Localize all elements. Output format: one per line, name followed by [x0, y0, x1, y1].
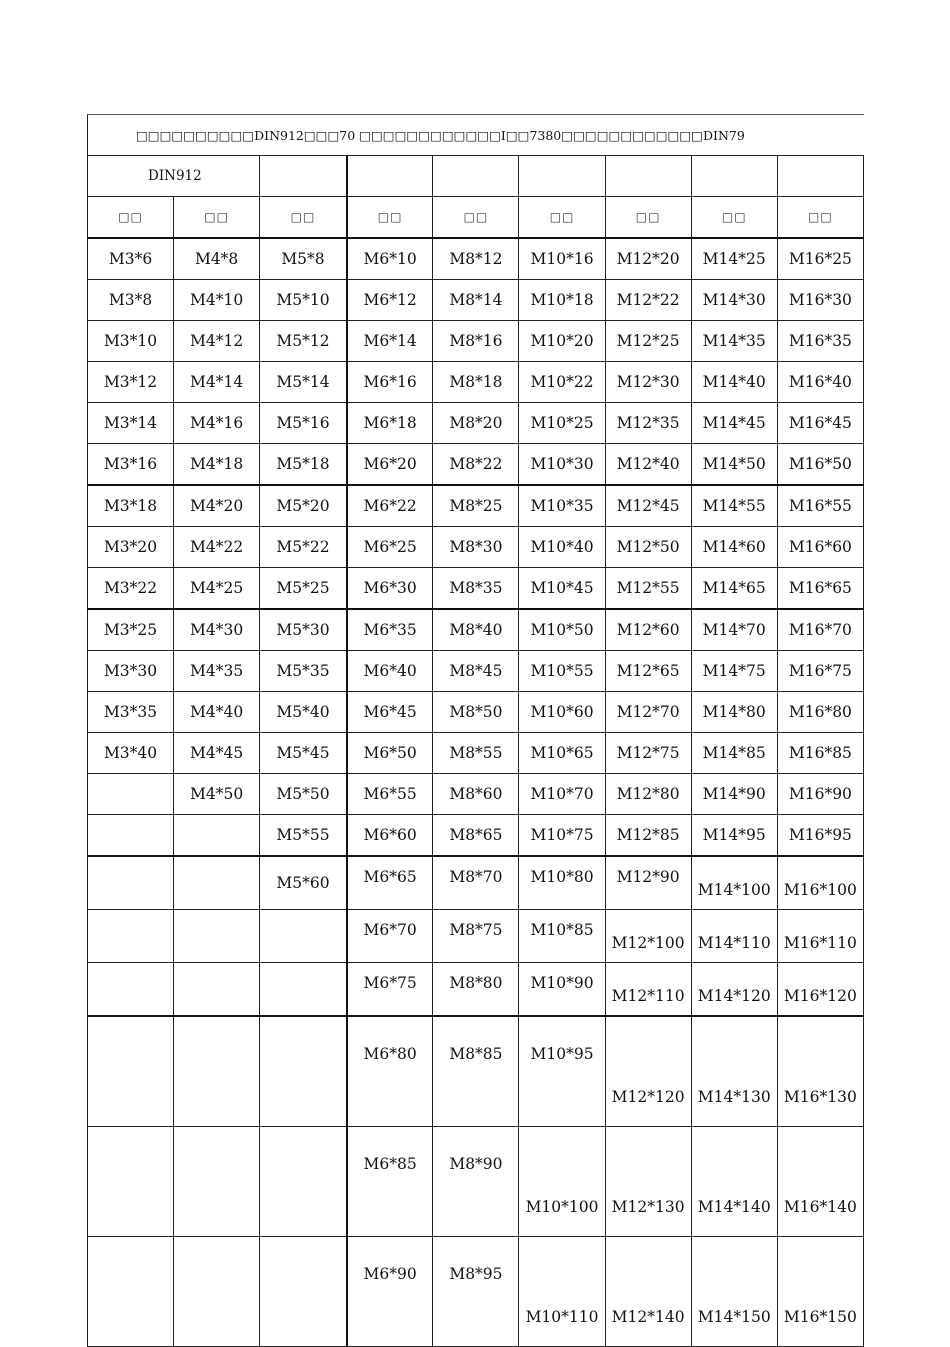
size-cell: M16*50 [777, 444, 863, 486]
size-cell: M4*50 [174, 774, 260, 815]
size-cell: M12*80 [605, 774, 691, 815]
table-row [88, 485, 864, 527]
size-cell: M3*35 [88, 692, 174, 733]
size-cell: M14*65 [691, 568, 777, 610]
size-cell: M16*130 [777, 1016, 863, 1127]
size-cell: M14*35 [691, 321, 777, 362]
size-cell: M12*85 [605, 815, 691, 857]
size-cell: M10*50 [519, 609, 605, 651]
column-header: □□ [777, 197, 863, 239]
size-cell: M5*18 [260, 444, 347, 486]
size-cell: M12*100 [605, 910, 691, 963]
bolt-size-table [87, 114, 864, 1347]
size-cell: M5*20 [260, 485, 347, 527]
spreadsheet [87, 114, 864, 1347]
size-cell: M12*55 [605, 568, 691, 610]
size-cell: M12*65 [605, 651, 691, 692]
size-cell: M4*45 [174, 733, 260, 774]
size-cell: M14*75 [691, 651, 777, 692]
table-row [88, 362, 864, 403]
size-cell: M4*14 [174, 362, 260, 403]
empty-cell [174, 1127, 260, 1237]
size-cell: M12*30 [605, 362, 691, 403]
size-cell: M12*110 [605, 963, 691, 1017]
size-cell: M4*40 [174, 692, 260, 733]
size-cell: M8*90 [433, 1127, 519, 1237]
size-cell: M8*20 [433, 403, 519, 444]
size-cell: M16*85 [777, 733, 863, 774]
size-cell: M10*85 [519, 910, 605, 963]
size-cell: M12*25 [605, 321, 691, 362]
column-header: □□ [174, 197, 260, 239]
size-cell: M14*120 [691, 963, 777, 1017]
empty-cell [174, 963, 260, 1017]
size-cell: M16*55 [777, 485, 863, 527]
size-cell: M6*25 [347, 527, 433, 568]
size-cell: M8*25 [433, 485, 519, 527]
empty-cell [88, 815, 174, 857]
size-cell: M8*22 [433, 444, 519, 486]
empty-cell [174, 910, 260, 963]
size-cell: M12*90 [605, 856, 691, 910]
size-cell: M3*6 [88, 238, 174, 280]
size-cell: M4*22 [174, 527, 260, 568]
size-cell: M8*75 [433, 910, 519, 963]
size-cell: M10*80 [519, 856, 605, 910]
size-cell: M10*110 [519, 1237, 605, 1347]
size-cell: M4*35 [174, 651, 260, 692]
size-cell: M14*85 [691, 733, 777, 774]
size-cell: M5*14 [260, 362, 347, 403]
table-row [88, 1016, 864, 1127]
empty-cell [88, 1237, 174, 1347]
size-cell: M12*70 [605, 692, 691, 733]
size-cell: M6*85 [347, 1127, 433, 1237]
size-cell: M16*25 [777, 238, 863, 280]
column-header: □□ [605, 197, 691, 239]
empty-cell [88, 1127, 174, 1237]
size-cell: M14*30 [691, 280, 777, 321]
size-cell: M6*45 [347, 692, 433, 733]
empty-cell [260, 1237, 347, 1347]
column-header-row [88, 197, 864, 239]
table-row [88, 692, 864, 733]
column-header: □□ [433, 197, 519, 239]
column-header: □□ [691, 197, 777, 239]
size-cell: M5*30 [260, 609, 347, 651]
size-cell: M3*22 [88, 568, 174, 610]
size-cell: M10*90 [519, 963, 605, 1017]
table-row [88, 568, 864, 610]
column-header: □□ [519, 197, 605, 239]
size-cell: M3*40 [88, 733, 174, 774]
size-cell: M8*85 [433, 1016, 519, 1127]
size-cell: M6*20 [347, 444, 433, 486]
size-cell: M12*130 [605, 1127, 691, 1237]
size-cell: M5*55 [260, 815, 347, 857]
size-cell: M5*25 [260, 568, 347, 610]
size-cell: M12*22 [605, 280, 691, 321]
size-cell: M14*25 [691, 238, 777, 280]
table-row [88, 1127, 864, 1237]
size-cell: M14*95 [691, 815, 777, 857]
size-cell: M10*20 [519, 321, 605, 362]
size-cell: M5*50 [260, 774, 347, 815]
table-row [88, 609, 864, 651]
size-cell: M6*35 [347, 609, 433, 651]
size-cell: M3*16 [88, 444, 174, 486]
size-cell: M8*45 [433, 651, 519, 692]
size-cell: M14*55 [691, 485, 777, 527]
size-cell: M8*55 [433, 733, 519, 774]
size-cell: M16*150 [777, 1237, 863, 1347]
size-cell: M12*45 [605, 485, 691, 527]
size-cell: M16*110 [777, 910, 863, 963]
size-cell: M16*45 [777, 403, 863, 444]
size-cell: M4*12 [174, 321, 260, 362]
size-cell: M3*12 [88, 362, 174, 403]
size-cell: M6*90 [347, 1237, 433, 1347]
size-cell: M14*90 [691, 774, 777, 815]
size-cell: M10*25 [519, 403, 605, 444]
empty-cell [519, 156, 605, 197]
empty-cell [88, 910, 174, 963]
size-cell: M6*55 [347, 774, 433, 815]
size-cell: M4*20 [174, 485, 260, 527]
subheader-label: DIN912 [88, 156, 260, 197]
empty-cell [174, 1016, 260, 1127]
table-row [88, 321, 864, 362]
size-cell: M12*50 [605, 527, 691, 568]
size-cell: M6*75 [347, 963, 433, 1017]
size-cell: M3*14 [88, 403, 174, 444]
empty-cell [260, 910, 347, 963]
empty-cell [691, 156, 777, 197]
size-cell: M16*100 [777, 856, 863, 910]
size-cell: M16*120 [777, 963, 863, 1017]
size-cell: M8*30 [433, 527, 519, 568]
size-cell: M5*40 [260, 692, 347, 733]
size-cell: M14*60 [691, 527, 777, 568]
size-cell: M5*16 [260, 403, 347, 444]
size-cell: M16*70 [777, 609, 863, 651]
size-cell: M12*120 [605, 1016, 691, 1127]
table-row [88, 651, 864, 692]
size-cell: M14*150 [691, 1237, 777, 1347]
size-cell: M4*30 [174, 609, 260, 651]
size-cell: M8*50 [433, 692, 519, 733]
size-cell: M8*60 [433, 774, 519, 815]
empty-cell [174, 856, 260, 910]
size-cell: M16*75 [777, 651, 863, 692]
size-cell: M4*18 [174, 444, 260, 486]
size-cell: M8*40 [433, 609, 519, 651]
size-cell: M10*30 [519, 444, 605, 486]
size-cell: M14*80 [691, 692, 777, 733]
empty-cell [777, 156, 863, 197]
size-cell: M6*30 [347, 568, 433, 610]
size-cell: M14*110 [691, 910, 777, 963]
size-cell: M10*60 [519, 692, 605, 733]
size-cell: M8*12 [433, 238, 519, 280]
table-row [88, 238, 864, 280]
size-cell: M14*100 [691, 856, 777, 910]
size-cell: M12*20 [605, 238, 691, 280]
empty-cell [605, 156, 691, 197]
size-cell: M5*12 [260, 321, 347, 362]
table-row [88, 527, 864, 568]
size-cell: M12*75 [605, 733, 691, 774]
column-header: □□ [347, 197, 433, 239]
size-cell: M8*16 [433, 321, 519, 362]
size-cell: M16*80 [777, 692, 863, 733]
empty-cell [88, 963, 174, 1017]
size-cell: M6*16 [347, 362, 433, 403]
size-cell: M10*100 [519, 1127, 605, 1237]
size-cell: M3*30 [88, 651, 174, 692]
size-cell: M6*60 [347, 815, 433, 857]
size-cell: M16*65 [777, 568, 863, 610]
size-cell: M12*40 [605, 444, 691, 486]
size-cell: M14*40 [691, 362, 777, 403]
size-cell: M10*70 [519, 774, 605, 815]
size-cell: M10*16 [519, 238, 605, 280]
size-cell: M10*95 [519, 1016, 605, 1127]
size-cell: M14*70 [691, 609, 777, 651]
table-row [88, 733, 864, 774]
size-cell: M10*45 [519, 568, 605, 610]
table-row [88, 280, 864, 321]
size-cell: M3*20 [88, 527, 174, 568]
size-cell: M8*80 [433, 963, 519, 1017]
table-row [88, 774, 864, 815]
size-cell: M16*140 [777, 1127, 863, 1237]
sheet-title: □□□□□□□□□□DIN912□□□70 □□□□□□□□□□□□I□□7380□□□□□□□□□□□□DIN79 [88, 115, 864, 156]
size-cell: M8*35 [433, 568, 519, 610]
size-cell: M10*55 [519, 651, 605, 692]
size-cell: M16*35 [777, 321, 863, 362]
size-cell: M8*65 [433, 815, 519, 857]
size-cell: M4*10 [174, 280, 260, 321]
size-cell: M5*10 [260, 280, 347, 321]
size-cell: M10*65 [519, 733, 605, 774]
size-cell: M12*140 [605, 1237, 691, 1347]
size-cell: M10*75 [519, 815, 605, 857]
size-cell: M10*40 [519, 527, 605, 568]
size-cell: M12*60 [605, 609, 691, 651]
empty-cell [260, 963, 347, 1017]
size-cell: M14*45 [691, 403, 777, 444]
table-row [88, 815, 864, 857]
table-row [88, 856, 864, 910]
size-cell: M16*60 [777, 527, 863, 568]
size-cell: M3*10 [88, 321, 174, 362]
empty-cell [433, 156, 519, 197]
column-header: □□ [88, 197, 174, 239]
size-cell: M5*8 [260, 238, 347, 280]
size-cell: M4*16 [174, 403, 260, 444]
subheader-row [88, 156, 864, 197]
size-cell: M5*60 [260, 856, 347, 910]
empty-cell [88, 856, 174, 910]
size-cell: M6*22 [347, 485, 433, 527]
size-cell: M10*18 [519, 280, 605, 321]
size-cell: M6*14 [347, 321, 433, 362]
size-cell: M6*70 [347, 910, 433, 963]
empty-cell [174, 815, 260, 857]
size-cell: M8*14 [433, 280, 519, 321]
size-cell: M14*130 [691, 1016, 777, 1127]
size-cell: M6*65 [347, 856, 433, 910]
empty-cell [347, 156, 433, 197]
size-cell: M8*70 [433, 856, 519, 910]
table-row [88, 1237, 864, 1347]
empty-cell [260, 1016, 347, 1127]
size-cell: M4*25 [174, 568, 260, 610]
table-row [88, 444, 864, 486]
size-cell: M16*90 [777, 774, 863, 815]
size-cell: M16*40 [777, 362, 863, 403]
size-cell: M5*45 [260, 733, 347, 774]
size-cell: M14*140 [691, 1127, 777, 1237]
size-cell: M8*18 [433, 362, 519, 403]
empty-cell [174, 1237, 260, 1347]
size-cell: M8*95 [433, 1237, 519, 1347]
size-cell: M12*35 [605, 403, 691, 444]
table-row [88, 963, 864, 1017]
title-row [88, 115, 864, 156]
table-row [88, 910, 864, 963]
size-cell: M10*35 [519, 485, 605, 527]
size-cell: M6*18 [347, 403, 433, 444]
size-cell: M6*40 [347, 651, 433, 692]
size-cell: M3*8 [88, 280, 174, 321]
column-header: □□ [260, 197, 347, 239]
empty-cell [260, 156, 347, 197]
table-row [88, 403, 864, 444]
size-cell: M10*22 [519, 362, 605, 403]
size-cell: M3*25 [88, 609, 174, 651]
size-cell: M4*8 [174, 238, 260, 280]
empty-cell [88, 774, 174, 815]
size-cell: M6*80 [347, 1016, 433, 1127]
size-cell: M6*12 [347, 280, 433, 321]
size-cell: M6*10 [347, 238, 433, 280]
size-cell: M16*95 [777, 815, 863, 857]
size-cell: M5*22 [260, 527, 347, 568]
size-cell: M3*18 [88, 485, 174, 527]
empty-cell [260, 1127, 347, 1237]
size-cell: M14*50 [691, 444, 777, 486]
size-cell: M16*30 [777, 280, 863, 321]
size-cell: M5*35 [260, 651, 347, 692]
empty-cell [88, 1016, 174, 1127]
size-cell: M6*50 [347, 733, 433, 774]
